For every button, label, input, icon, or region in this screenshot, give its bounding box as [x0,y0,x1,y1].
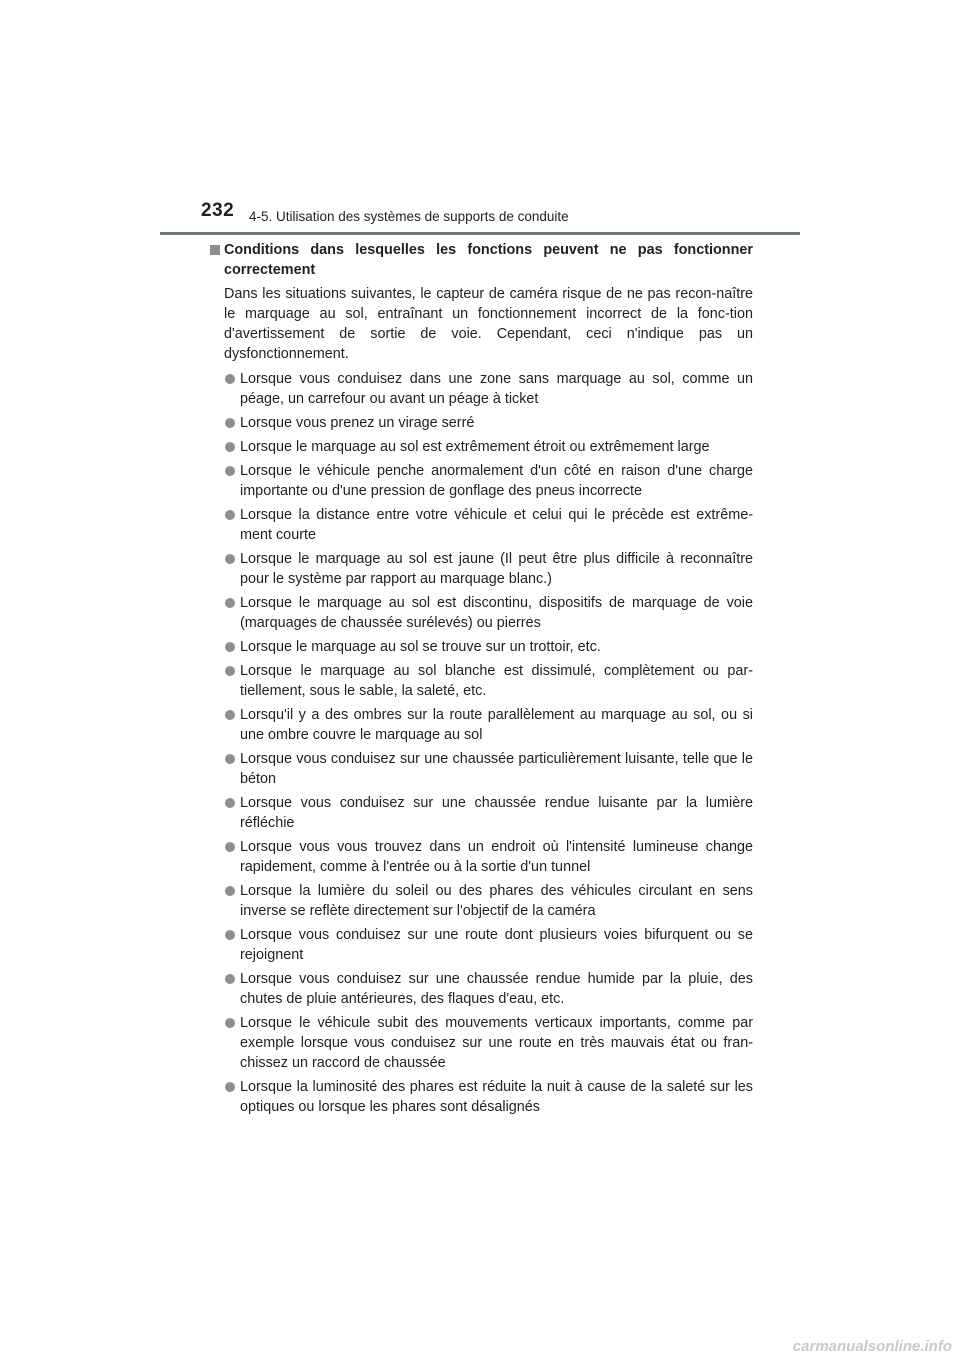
list-item [210,1013,753,1073]
circle-bullet-icon [225,930,235,940]
list-item [210,637,753,657]
circle-bullet-icon [225,886,235,896]
list-item-text: Lorsque la distance entre votre véhicule et celui qui le précède est extrême-ment courte [240,507,753,543]
square-bullet-icon [210,245,220,255]
list-item-text: Lorsque la lumière du soleil ou des phares des véhicules circulant en sens inverse se reflète directement sur l'objectif de la caméra [240,883,753,919]
list-item [210,437,753,457]
circle-bullet-icon [225,374,235,384]
list-item-text: Lorsque vous conduisez sur une chaussée rendue luisante par la lumière réfléchie [240,795,753,831]
list-item-text: Lorsqu'il y a des ombres sur la route parallèlement au marquage au sol, ou si une ombre couvre le marquage au sol [240,707,753,743]
circle-bullet-icon [225,442,235,452]
list-item-text: Lorsque le véhicule penche anormalement d'un côté en raison d'une charge importante ou d'une pression de gonflage des pneus incorrecte [240,463,753,499]
watermark-link[interactable]: carmanualsonline.info [792,1338,952,1355]
circle-bullet-icon [225,466,235,476]
list-item [210,837,753,877]
intro-paragraph: Dans les situations suivantes, le capteur de caméra risque de ne pas recon-naître le marquage au sol, entraînant un fonctionnement incorrect de la fonc-tion d'avertissement de sortie de voie. Cependant, ceci n'indique pas un dysfonctionnement. [224,286,753,362]
circle-bullet-icon [225,598,235,608]
circle-bullet-icon [225,666,235,676]
list-item [210,413,753,433]
list-item [210,969,753,1009]
circle-bullet-icon [225,554,235,564]
circle-bullet-icon [225,510,235,520]
circle-bullet-icon [225,754,235,764]
circle-bullet-icon [225,842,235,852]
list-item-text: Lorsque le véhicule subit des mouvements verticaux importants, comme par exemple lorsque vous conduisez sur une route en très mauvais état ou fran-chissez un raccord de chaussée [240,1015,753,1071]
conditions-list [210,369,753,1117]
list-item [210,461,753,501]
list-item [210,925,753,965]
list-item-text: Lorsque vous conduisez sur une chaussée particulièrement luisante, telle que le béton [240,751,753,787]
list-item [210,661,753,701]
list-item [210,881,753,921]
list-item-text: Lorsque vous prenez un virage serré [240,415,475,431]
list-item [210,549,753,589]
circle-bullet-icon [225,642,235,652]
list-item [210,505,753,545]
circle-bullet-icon [225,1018,235,1028]
list-item-text: Lorsque le marquage au sol blanche est dissimulé, complètement ou par-tiellement, sous le sable, la saleté, etc. [240,663,753,699]
list-item-text: Lorsque le marquage au sol est jaune (Il peut être plus difficile à reconnaître pour le système par rapport au marquage blanc.) [240,551,753,587]
page-content [210,240,753,1121]
list-item [210,593,753,633]
list-item [210,705,753,745]
page-header [0,0,960,240]
list-item [210,1077,753,1117]
list-item-text: Lorsque le marquage au sol est extrêmement étroit ou extrêmement large [240,439,710,455]
section-title: 4-5. Utilisation des systèmes de supports de conduite [249,209,569,224]
page-number: 232 [201,200,235,221]
list-item-text: Lorsque le marquage au sol se trouve sur un trottoir, etc. [240,639,601,655]
circle-bullet-icon [225,798,235,808]
circle-bullet-icon [225,418,235,428]
list-item [210,369,753,409]
header-rule [160,232,800,235]
list-item [210,749,753,789]
circle-bullet-icon [225,1082,235,1092]
list-item-text: Lorsque vous conduisez dans une zone sans marquage au sol, comme un péage, un carrefour ou avant un péage à ticket [240,371,753,407]
section-heading-text: Conditions dans lesquelles les fonctions peuvent ne pas fonctionner correctement [224,242,753,278]
list-item-text: Lorsque le marquage au sol est discontinu, dispositifs de marquage de voie (marquages de chaussée surélevés) ou pierres [240,595,753,631]
circle-bullet-icon [225,974,235,984]
section-heading [210,240,753,280]
list-item-text: Lorsque vous conduisez sur une route dont plusieurs voies bifurquent ou se rejoignent [240,927,753,963]
circle-bullet-icon [225,710,235,720]
list-item-text: Lorsque la luminosité des phares est réduite la nuit à cause de la saleté sur les optiques ou lorsque les phares sont désalignés [240,1079,753,1115]
list-item-text: Lorsque vous vous trouvez dans un endroit où l'intensité lumineuse change rapidement, comme à l'entrée ou à la sortie d'un tunnel [240,839,753,875]
list-item [210,793,753,833]
list-item-text: Lorsque vous conduisez sur une chaussée rendue humide par la pluie, des chutes de pluie antérieures, des flaques d'eau, etc. [240,971,753,1007]
